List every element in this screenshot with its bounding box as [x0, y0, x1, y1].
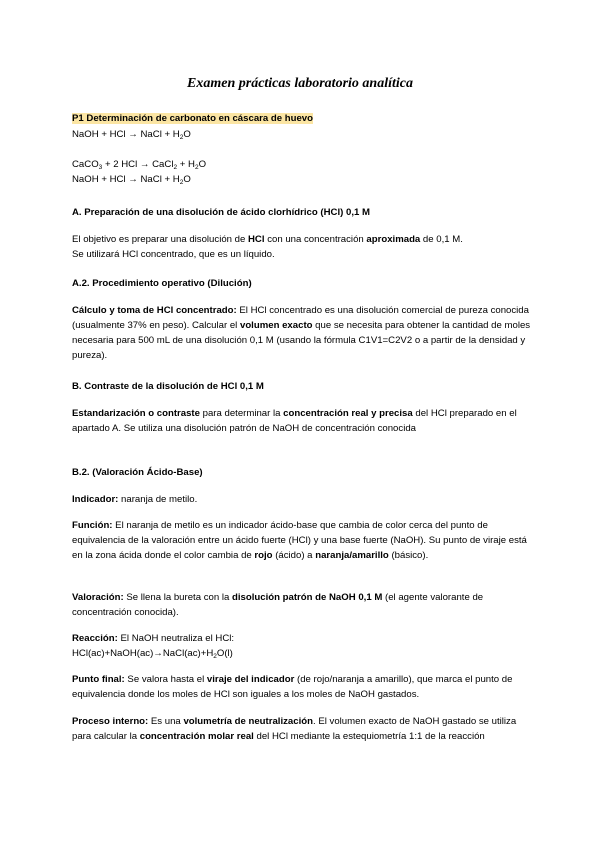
text-run: Indicador: — [72, 494, 119, 505]
text-run: A. Preparación de una disolución de ácido clorhídrico (HCl) 0,1 M — [72, 207, 370, 218]
text-run: concentración molar real — [139, 731, 254, 742]
text-run: 3 — [98, 164, 103, 171]
text-run: El naranja de metilo es un indicador ácido-base que cambia de color cerca del punto de equivalencia de la valoración entre un ácido fuerte (HCl) y una base fuerte (NaOH). Su punto de viraje está en la zona ácida donde el color cambia de — [72, 520, 527, 561]
text-run: O — [183, 174, 191, 185]
text-run: rojo — [254, 550, 273, 561]
text-run: O — [198, 159, 207, 170]
text-run: volumen exacto — [239, 320, 313, 331]
text-run: Reacción: — [72, 633, 118, 644]
text-run: con una concentración — [264, 234, 367, 245]
text-run: NaOH + HCl → NaCl + H — [72, 174, 180, 185]
text-run: Se llena la bureta con la — [123, 592, 232, 603]
text-run: El objetivo es preparar una disolución de — [72, 234, 248, 245]
section-a2-heading — [72, 276, 534, 291]
text-run: HCl — [248, 234, 265, 245]
text-run: El NaOH neutraliza el HCl: — [117, 633, 235, 644]
text-run: (el agente valorante de concentración conocida). — [72, 592, 484, 618]
text-run: Es una — [148, 716, 184, 727]
text-run: naranja de metilo. — [118, 494, 198, 505]
text-run: Se utilizará HCl concentrado, que es un líquido. — [72, 249, 275, 260]
text-run: (ácido) a — [272, 550, 316, 561]
section-a2-paragraph — [72, 303, 534, 363]
equation-2 — [72, 157, 534, 172]
text-run: Punto final: — [72, 674, 125, 685]
funcion-paragraph — [72, 518, 534, 563]
text-run: NaOH + HCl → NaCl + H — [72, 129, 180, 140]
text-run: O(l) — [216, 648, 233, 659]
text-run: que se necesita para obtener la cantidad de moles necesaria para 500 mL de una disolución 0,1 M (usando la fórmula C1V1=C2V2 o a partir de la densidad y pureza). — [72, 320, 531, 361]
text-run: + 2 HCl → CaCl — [102, 159, 174, 170]
section-a-heading — [72, 205, 534, 220]
section-a-paragraph — [72, 232, 534, 262]
valoracion-paragraph — [72, 590, 534, 620]
text-run: 2 — [173, 164, 178, 171]
text-run: viraje del indicador — [206, 674, 295, 685]
punto-final-paragraph — [72, 672, 534, 702]
text-run: 2 — [179, 134, 184, 141]
reaccion-paragraph — [72, 631, 534, 661]
text-run: del HCl preparado en el apartado A. Se utiliza una disolución patrón de NaOH de concentración conocida — [72, 408, 517, 434]
text-run: O — [183, 129, 191, 140]
text-run: . El volumen exacto de NaOH gastado se utiliza para calcular la — [72, 716, 517, 742]
text-run: B. Contraste de la disolución de HCl 0,1 M — [72, 381, 264, 392]
text-run: HCl(ac)+NaOH(ac)→NaCl(ac)+H — [72, 648, 214, 659]
text-run: B.2. (Valoración Ácido-Base) — [72, 467, 203, 478]
p1-heading — [72, 111, 534, 126]
text-run: volumetría de neutralización — [183, 716, 313, 727]
equation-3 — [72, 172, 534, 187]
text-run: 2 — [213, 653, 217, 660]
indicador-paragraph — [72, 492, 534, 507]
text-run: de 0,1 M. — [420, 234, 463, 245]
section-b-heading — [72, 379, 534, 394]
text-run: Proceso interno: — [72, 716, 149, 727]
text-run: A.2. Procedimiento operativo (Dilución) — [72, 278, 252, 289]
equation-1 — [72, 127, 534, 142]
text-run: + H — [177, 159, 195, 170]
text-run: (básico). — [388, 550, 429, 561]
text-run: concentración real y precisa — [283, 408, 413, 419]
text-run: CaCO — [72, 159, 99, 170]
reaccion-equation — [72, 648, 233, 659]
text-run: del HCl mediante la estequiometría 1:1 de la reacción — [253, 731, 485, 742]
text-run: El HCl concentrado es una disolución comercial de pureza conocida (usualmente 37% en peso). Calcular el — [72, 305, 529, 331]
text-run: 2 — [194, 164, 199, 171]
text-run: aproximada — [366, 234, 421, 245]
text-run: disolución patrón de NaOH 0,1 M — [232, 592, 383, 603]
text-run: Valoración: — [72, 592, 124, 603]
text-run: Estandarización o contraste — [72, 408, 200, 419]
section-b2-heading — [72, 465, 534, 480]
text-run: 2 — [179, 179, 184, 186]
text-run: (de rojo/naranja a amarillo), que marca el punto de equivalencia donde los moles de HCl son iguales a los moles de NaOH gastados. — [72, 674, 513, 700]
document-title: Examen prácticas laboratorio analítica — [187, 76, 413, 91]
proceso-interno-paragraph — [72, 714, 534, 744]
text-run: para determinar la — [199, 408, 284, 419]
section-b-paragraph — [72, 406, 534, 436]
text-run: Cálculo y toma de HCl concentrado: — [72, 305, 237, 316]
text-run: Función: — [72, 520, 113, 531]
text-run: Se valora hasta el — [124, 674, 207, 685]
p1-heading-text: P1 Determinación de carbonato en cáscara de huevo — [72, 113, 313, 124]
text-run: naranja/amarillo — [315, 550, 389, 561]
